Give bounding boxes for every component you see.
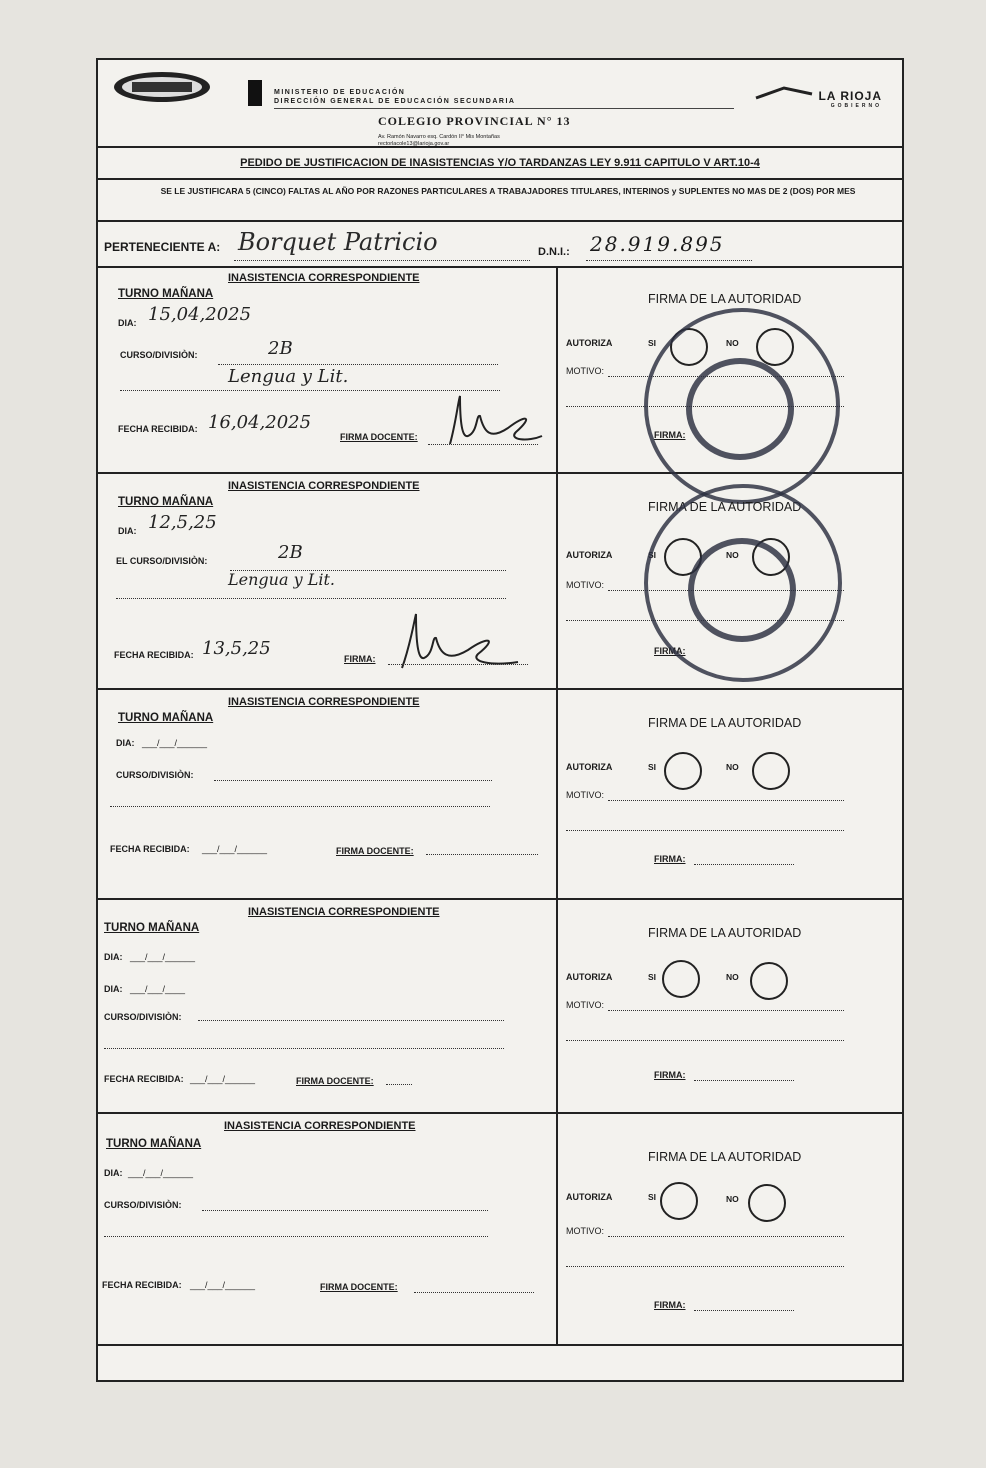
motivo-label: MOTIVO: (566, 366, 604, 376)
dia-blank-2[interactable]: ___/___/____ (130, 984, 186, 994)
dni-label: D.N.I.: (538, 246, 570, 258)
motivo-label: MOTIVO: (566, 790, 604, 800)
ministry-text (274, 88, 515, 106)
absence-block-1 (98, 266, 902, 474)
curso-label: CURSO/DIVISIÒN: (104, 1012, 182, 1022)
no-checkbox[interactable] (750, 962, 788, 1000)
absence-details (98, 1114, 558, 1344)
fecha-recibida-label: FECHA RECIBIDA: (118, 424, 198, 434)
dia-label-2: DIA: (104, 984, 123, 994)
dia-label: DIA: (116, 738, 135, 748)
turno-label: TURNO MAÑANA (118, 712, 214, 724)
no-label: NO (726, 550, 739, 560)
brand-name: LA RIOJA (818, 89, 882, 103)
school-logo (112, 70, 212, 104)
turno-label: TURNO MAÑANA (106, 1138, 202, 1150)
si-label: SI (648, 338, 657, 348)
firma-autoridad-heading: FIRMA DE LA AUTORIDAD (648, 500, 802, 514)
firma-label: FIRMA: (654, 854, 686, 864)
no-label: NO (726, 1194, 739, 1204)
firma-docente-label: FIRMA DOCENTE: (296, 1076, 374, 1086)
si-label: SI (648, 972, 657, 982)
fecha-recibida-value[interactable]: 16,04,2025 (208, 412, 312, 433)
turno-label: TURNO MAÑANA (104, 922, 200, 934)
turno-label: TURNO MAÑANA (118, 288, 214, 300)
autoriza-label: AUTORIZA (566, 972, 613, 982)
si-label: SI (648, 1192, 657, 1202)
firma-docente-label: FIRMA DOCENTE: (320, 1282, 398, 1292)
stamp-inner-seal (686, 358, 794, 460)
form-title: PEDIDO DE JUSTIFICACION DE INASISTENCIAS Y/O TARDANZAS LEY 9.911 CAPITULO V ART.10-4 (98, 148, 902, 180)
fecha-recibida-value[interactable]: 13,5,25 (202, 638, 271, 659)
form-notice: SE LE JUSTIFICARA 5 (CINCO) FALTAS AL AÑO POR RAZONES PARTICULARES A TRABAJADORES TITULARES, INTERINOS y SUPLENTES NO MAS DE 2 (DOS) POR MES (160, 186, 856, 196)
form-header (98, 60, 902, 148)
dia-blank[interactable]: ___/___/______ (130, 952, 196, 962)
fecha-blank[interactable]: ___/___/______ (202, 844, 268, 854)
dia-value[interactable]: 12,5,25 (148, 512, 217, 533)
justification-form (96, 58, 904, 1382)
dni-value[interactable]: 28.919.895 (590, 232, 725, 256)
firma-docente-label: FIRMA DOCENTE: (336, 846, 414, 856)
autoriza-label: AUTORIZA (566, 1192, 613, 1202)
absence-block-2 (98, 474, 902, 690)
si-checkbox[interactable] (660, 1182, 698, 1220)
fecha-recibida-label: FECHA RECIBIDA: (110, 844, 190, 854)
fecha-recibida-label: FECHA RECIBIDA: (102, 1280, 182, 1290)
firma-autoridad-heading: FIRMA DE LA AUTORIDAD (648, 292, 802, 306)
no-checkbox[interactable] (752, 752, 790, 790)
dia-blank[interactable]: ___/___/______ (142, 738, 208, 748)
firma-autoridad-heading: FIRMA DE LA AUTORIDAD (648, 926, 802, 940)
firma-label: FIRMA: (344, 654, 376, 664)
fecha-recibida-label: FECHA RECIBIDA: (104, 1074, 184, 1084)
firma-autoridad-heading: FIRMA DE LA AUTORIDAD (648, 716, 802, 730)
authority-section (558, 266, 902, 472)
dia-label: DIA: (118, 526, 137, 536)
autoriza-label: AUTORIZA (566, 762, 613, 772)
inasistencia-heading: INASISTENCIA CORRESPONDIENTE (228, 696, 420, 708)
absence-details (98, 266, 558, 472)
inasistencia-heading: INASISTENCIA CORRESPONDIENTE (228, 272, 420, 284)
curso-label: EL CURSO/DIVISIÒN: (116, 556, 208, 566)
no-label: NO (726, 972, 739, 982)
curso-value[interactable]: 2B (278, 542, 303, 563)
autoriza-label: AUTORIZA (566, 550, 613, 560)
firma-label: FIRMA: (654, 1070, 686, 1080)
teacher-signature-icon (438, 392, 548, 452)
no-label: NO (726, 762, 739, 772)
absence-block-3 (98, 690, 902, 900)
dia-value[interactable]: 15,04,2025 (148, 304, 252, 325)
inasistencia-heading: INASISTENCIA CORRESPONDIENTE (228, 480, 420, 492)
employee-row (98, 220, 902, 268)
si-label: SI (648, 762, 657, 772)
teacher-signature-icon (388, 610, 528, 676)
firma-docente-label: FIRMA DOCENTE: (340, 432, 418, 442)
motivo-label: MOTIVO: (566, 1000, 604, 1010)
no-label: NO (726, 338, 739, 348)
dia-label: DIA: (118, 318, 137, 328)
no-checkbox[interactable] (748, 1184, 786, 1222)
fecha-blank[interactable]: ___/___/______ (190, 1280, 256, 1290)
curso-label: CURSO/DIVISIÒN: (104, 1200, 182, 1210)
absence-details (98, 474, 558, 688)
address-line: Av. Ramón Navarro esq. Cardón II° Mis Montañas (378, 134, 500, 140)
email-line: rectorlacole13@larioja.gov.ar (378, 141, 450, 147)
school-name: COLEGIO PROVINCIAL N° 13 (378, 114, 571, 128)
si-checkbox[interactable] (662, 960, 700, 998)
firma-label: FIRMA: (654, 646, 686, 656)
firma-label: FIRMA: (654, 430, 686, 440)
absence-details (98, 690, 558, 898)
authority-section (558, 474, 902, 688)
autoriza-label: AUTORIZA (566, 338, 613, 348)
curso-label: CURSO/DIVISIÒN: (120, 350, 198, 360)
fecha-recibida-label: FECHA RECIBIDA: (114, 650, 194, 660)
absence-block-5 (98, 1114, 902, 1346)
materia-value[interactable]: Lengua y Lit. (228, 570, 335, 589)
la-rioja-logo (754, 86, 882, 109)
authority-section (558, 690, 902, 898)
inasistencia-heading: INASISTENCIA CORRESPONDIENTE (224, 1120, 416, 1132)
dia-blank[interactable]: ___/___/______ (128, 1168, 194, 1178)
fecha-blank[interactable]: ___/___/______ (190, 1074, 256, 1084)
si-label: SI (648, 550, 657, 560)
curso-label: CURSO/DIVISIÒN: (116, 770, 194, 780)
si-checkbox[interactable] (664, 752, 702, 790)
turno-label: TURNO MAÑANA (118, 496, 214, 508)
firma-autoridad-heading: FIRMA DE LA AUTORIDAD (648, 1150, 802, 1164)
direction-line: DIRECCIÓN GENERAL DE EDUCACIÓN SECUNDARIA (274, 98, 516, 105)
logo-bar (248, 80, 262, 106)
inasistencia-heading: INASISTENCIA CORRESPONDIENTE (248, 906, 440, 918)
materia-value[interactable]: Lengua y Lit. (228, 366, 349, 387)
firma-label: FIRMA: (654, 1300, 686, 1310)
motivo-label: MOTIVO: (566, 580, 604, 590)
perteneciente-label: PERTENECIENTE A: (104, 240, 221, 254)
authority-section (558, 1114, 902, 1344)
authority-section (558, 900, 902, 1112)
ministry-line: MINISTERIO DE EDUCACIÓN (274, 89, 406, 96)
absence-block-4 (98, 900, 902, 1114)
absence-details (98, 900, 558, 1112)
employee-name[interactable]: Borquet Patricio (238, 228, 438, 256)
motivo-label: MOTIVO: (566, 1226, 604, 1236)
school-address (378, 134, 500, 148)
curso-value[interactable]: 2B (268, 338, 293, 359)
stamp-inner-seal (688, 538, 796, 642)
dia-label: DIA: (104, 1168, 123, 1178)
la-rioja-emblem-icon (754, 86, 814, 100)
brand-sub: GOBIERNO (830, 103, 882, 109)
dia-label: DIA: (104, 952, 123, 962)
